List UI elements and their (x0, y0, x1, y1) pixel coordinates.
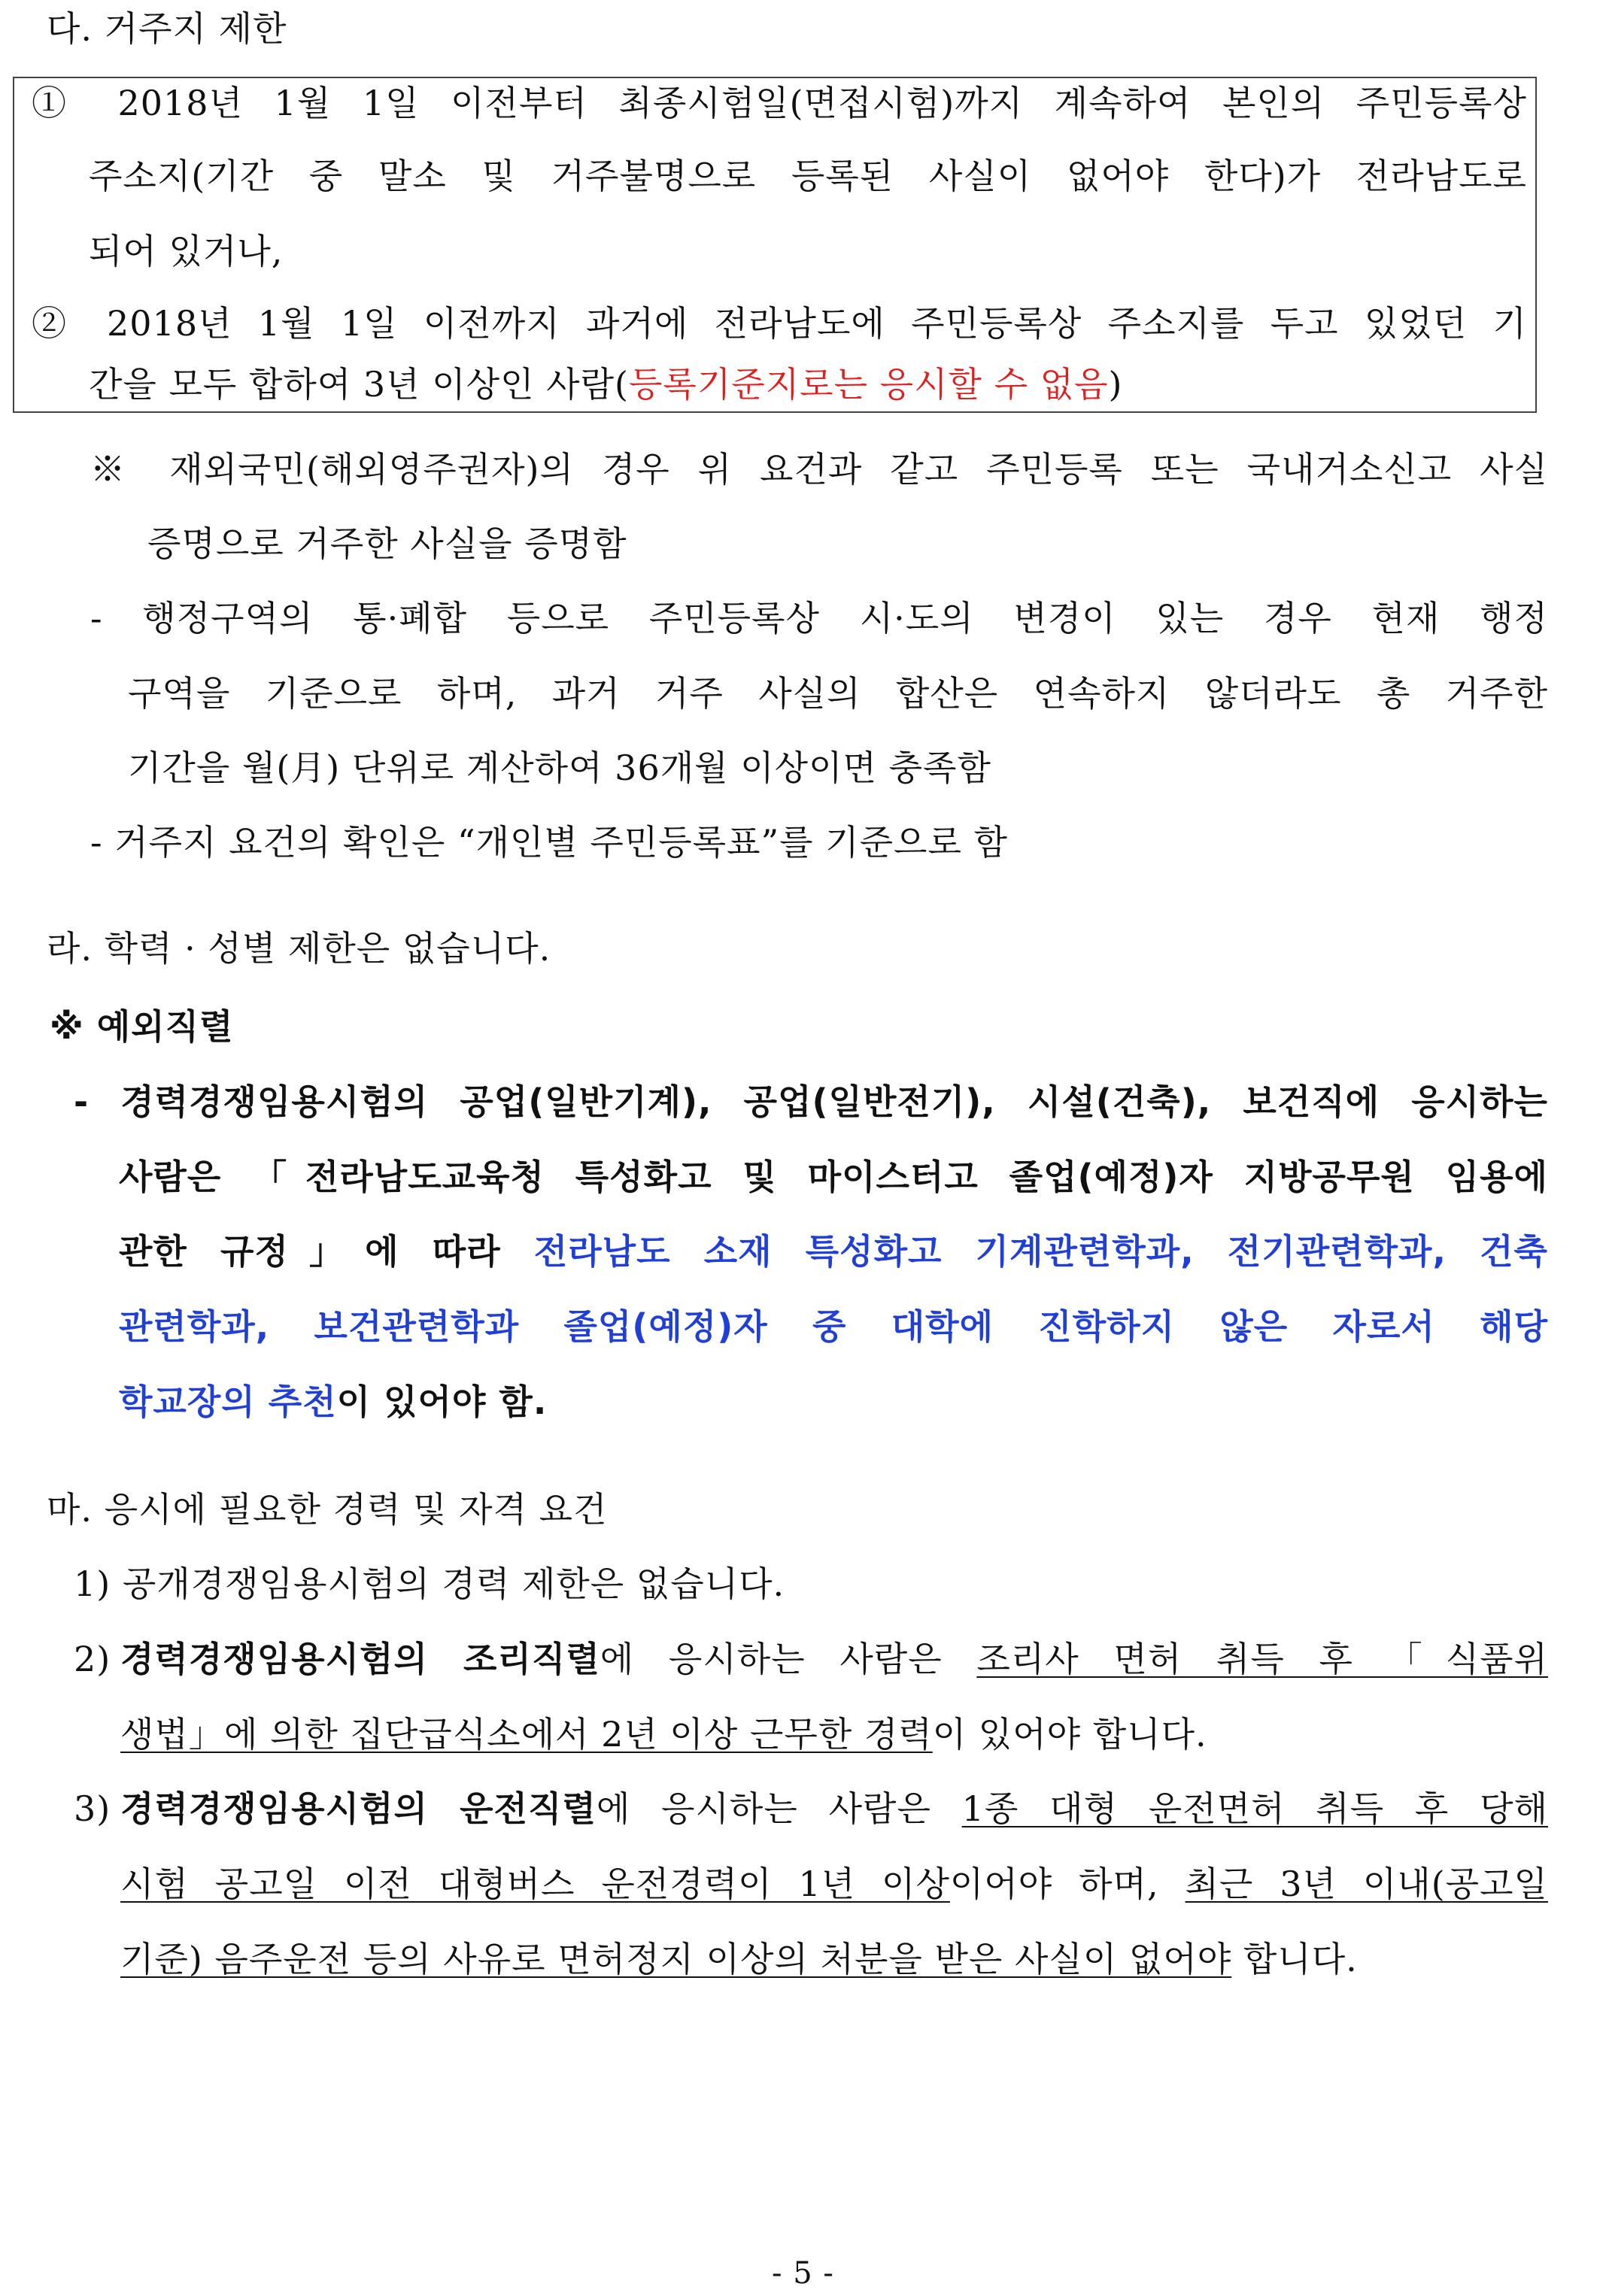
exception-line3 (119, 1229, 1548, 1274)
exception-line2: 사람은 「전라남도교육청 특성화고 및 마이스터고 졸업(예정)자 지방공무원 임용에 (119, 1157, 1548, 1197)
ma-item3-line3 (120, 1937, 1358, 1982)
residency-check-line: - 거주지 요건의 확인은 “개인별 주민등록표”를 기준으로 함 (90, 822, 1008, 863)
overseas-note-line1: ※ 재외국민(해외영주권자)의 경우 위 요건과 같고 주민등록 또는 국내거소신고 사실 (90, 449, 1548, 490)
ma-item2-line1 (120, 1636, 1548, 1682)
ma-item2-underline1: 조리사 면허 취득 후 「식품위 (976, 1639, 1548, 1679)
exception-line1: - 경력경쟁임용시험의 공업(일반기계), 공업(일반전기), 시설(건축), 보건직에 응시하는 (74, 1081, 1548, 1122)
ma-item3-mid2: 이어야 하며, (949, 1864, 1186, 1904)
section-ma-heading: 마. 응시에 필요한 경력 및 자격 요건 (47, 1489, 608, 1530)
page-number: - 5 - (772, 2256, 834, 2291)
ma-item3-underline1: 1종 대형 운전면허 취득 후 당해 (961, 1788, 1549, 1829)
exception-title: ※ 예외직렬 (50, 1006, 234, 1047)
ma-item2-number: 2) (74, 1639, 111, 1679)
section-ra-heading: 라. 학력 · 성별 제한은 없습니다. (47, 928, 551, 969)
ma-item1: 1) 공개경쟁임용시험의 경력 제한은 없습니다. (74, 1564, 785, 1604)
ma-item3-line2 (120, 1861, 1548, 1906)
exception-line5 (119, 1379, 547, 1424)
ma-item3-line1 (120, 1786, 1548, 1831)
box-item2-close-paren: ) (1108, 364, 1123, 405)
exception-line5-text: 이 있어야 함. (336, 1382, 548, 1422)
admin-district-line2: 구역을 기준으로 하며, 과거 거주 사실의 합산은 연속하지 않더라도 총 거주한 (128, 673, 1548, 714)
admin-district-line3: 기간을 월(月) 단위로 계산하여 36개월 이상이면 충족함 (128, 748, 991, 788)
ma-item3-tail: 합니다. (1231, 1939, 1358, 1979)
box-item2-line1: ② 2018년 1월 1일 이전까지 과거에 전라남도에 주민등록상 주소지를 두고 있었던 기 (32, 303, 1527, 344)
ma-item2-tail: 이 있어야 합니다. (932, 1714, 1207, 1755)
ma-item2-bold: 경력경쟁임용시험의 조리직렬 (120, 1639, 600, 1679)
ma-item3-underline3: 최근 3년 이내(공고일 (1185, 1864, 1548, 1904)
principal-recommendation-blue: 학교장의 추천 (119, 1382, 337, 1422)
ma-item3-number: 3) (74, 1788, 111, 1829)
box-item2-text: 간을 모두 합하여 3년 이상인 사람( (89, 364, 629, 405)
section-da-heading: 다. 거주지 제한 (47, 8, 287, 49)
ma-item3-underline2: 시험 공고일 이전 대형버스 운전경력이 1년 이상 (120, 1864, 950, 1904)
ma-item2-line2 (120, 1712, 1207, 1757)
exception-line4-blue: 관련학과, 보건관련학과 졸업(예정)자 중 대학에 진학하지 않은 자로서 해당 (119, 1306, 1548, 1347)
ma-item3-underline4: 기준) 음주운전 등의 사유로 면허정지 이상의 처분을 받은 사실이 없어야 (120, 1939, 1232, 1979)
box-item2-line2 (89, 362, 1123, 407)
ma-item3-mid: 에 응시하는 사람은 (596, 1788, 962, 1829)
ma-item3-bold: 경력경쟁임용시험의 운전직렬 (120, 1788, 597, 1829)
admin-district-line1: - 행정구역의 통·폐합 등으로 주민등록상 시·도의 변경이 있는 경우 현재 행정 (90, 598, 1548, 638)
ma-item2-underline2: 생법」에 의한 집단급식소에서 2년 이상 근무한 경력 (120, 1714, 933, 1755)
exception-line3-text: 관한 규정」에 따라 (119, 1231, 534, 1272)
ma-item2-mid: 에 응시하는 사람은 (600, 1639, 977, 1679)
box-item1-line1: ① 2018년 1월 1일 이전부터 최종시험일(면접시험)까지 계속하여 본인의 주민등록상 (32, 83, 1527, 123)
overseas-note-line2: 증명으로 거주한 사실을 증명함 (147, 523, 627, 564)
box-item1-line3: 되어 있거나, (89, 231, 284, 271)
exception-line3-blue: 전라남도 소재 특성화고 기계관련학과, 전기관련학과, 건축 (533, 1231, 1548, 1272)
box-item2-red-note: 등록기준지로는 응시할 수 없음 (629, 364, 1109, 405)
box-item1-line2: 주소지(기간 중 말소 및 거주불명으로 등록된 사실이 없어야 한다)가 전라남도로 (89, 156, 1527, 196)
